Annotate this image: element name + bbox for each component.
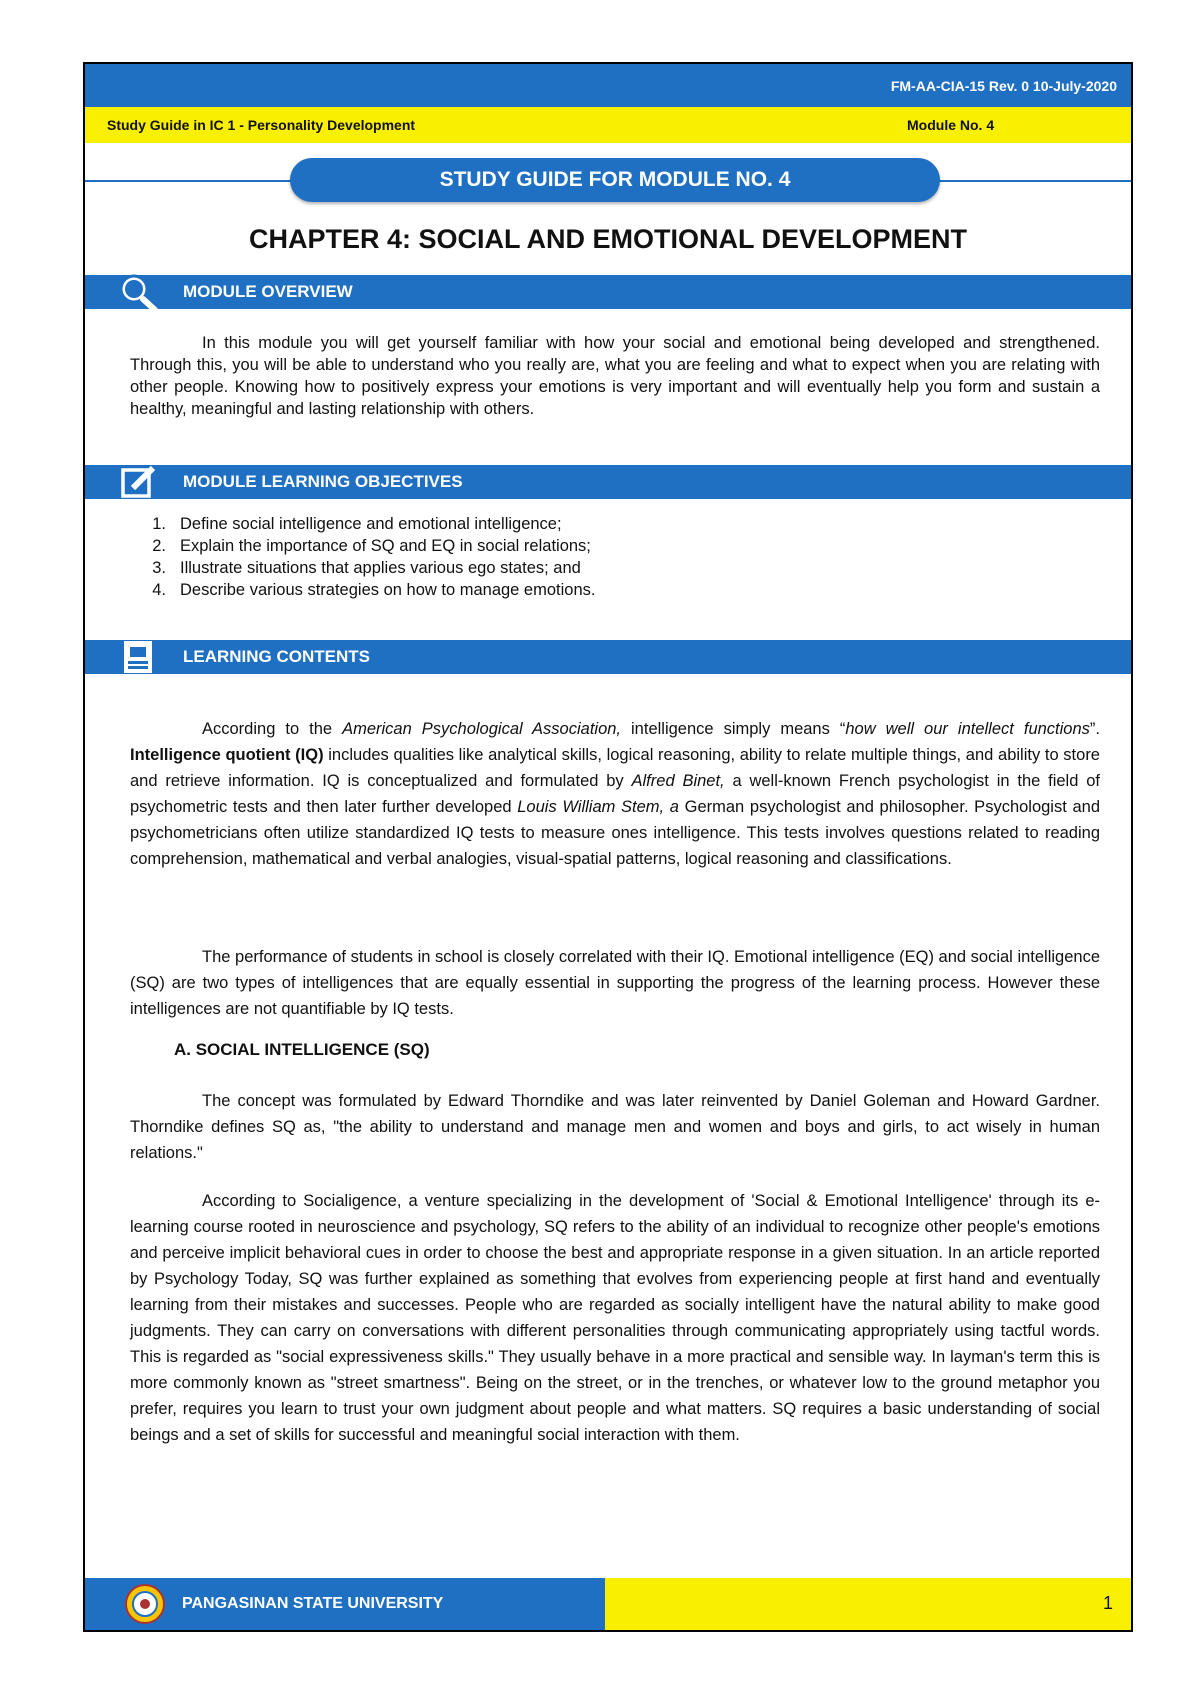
header-subbar — [85, 107, 1131, 143]
objectives-list — [130, 513, 1090, 601]
contents-paragraph-1: According to the American Psychological Association, intelligence simply means “how well our intellect functions”. Intelligence quotient (IQ) includes qualities like analytical skills, logical reasoning, ability to relate multiple things, and ability to store and retrieve information. IQ is conceptualized and formulated by Alfred Binet, a well-known French psychologist in the field of psychometric tests and then later further developed Louis William Stem, a German psychologist and philosopher. Psychologist and psychometricians often utilize standardized IQ tests to measure ones intelligence. This tests involves questions related to reading comprehension, mathematical and verbal analogies, visual-spatial patterns, logical reasoning and classifications. — [130, 720, 1100, 868]
section-contents-title: LEARNING CONTENTS — [183, 647, 370, 666]
pencil-edit-icon — [117, 462, 159, 502]
list-item: 2. Explain the importance of SQ and EQ in social relations; — [152, 537, 591, 555]
study-guide-banner: STUDY GUIDE FOR MODULE NO. 4 — [290, 158, 940, 202]
section-overview-header — [85, 275, 1131, 309]
document-icon — [117, 637, 159, 677]
footer-page-area — [605, 1578, 1131, 1630]
list-item: 3. Illustrate situations that applies various ego states; and — [152, 559, 581, 577]
university-name: PANGASINAN STATE UNIVERSITY — [182, 1595, 444, 1612]
subheading-social-intelligence: A. SOCIAL INTELLIGENCE (SQ) — [174, 1040, 430, 1059]
header-bar — [85, 64, 1131, 107]
list-item: 4. Describe various strategies on how to manage emotions. — [152, 581, 596, 599]
footer-bar — [85, 1578, 605, 1630]
contents-paragraph-2: The performance of students in school is closely correlated with their IQ. Emotional intelligence (EQ) and social intelligence (SQ) are two types of intelligences that are equally essential in supporting the progress of the learning process. However these intelligences are not quantifiable by IQ tests. — [130, 948, 1100, 1018]
overview-paragraph: In this module you will get yourself familiar with how your social and emotional being developed and strengthened. Through this, you will be able to understand who you really are, what you are feeling and what to expect when you are relating with other people. Knowing how to positively express your emotions is very important and will eventually help you form and sustain a healthy, meaningful and lasting relationship with others. — [130, 334, 1100, 418]
guide-title: Study Guide in IC 1 - Personality Development — [107, 117, 416, 133]
page-number: 1 — [1102, 1593, 1113, 1613]
section-objectives-header — [85, 465, 1131, 499]
form-code: FM-AA-CIA-15 Rev. 0 10-July-2020 — [890, 78, 1117, 94]
chapter-title: CHAPTER 4: SOCIAL AND EMOTIONAL DEVELOPMENT — [248, 224, 968, 254]
section-overview-title: MODULE OVERVIEW — [183, 282, 353, 301]
university-seal-icon — [125, 1584, 165, 1624]
contents-paragraph-3: The concept was formulated by Edward Thorndike and was later reinvented by Daniel Goleman and Howard Gardner. Thorndike defines SQ as, "the ability to understand and manage men and women and boys and girls, to act wisely in human relations." — [130, 1092, 1100, 1162]
section-contents-header — [85, 640, 1131, 674]
list-item: 1. Define social intelligence and emotional intelligence; — [152, 515, 562, 533]
contents-paragraph-4: According to Socialigence, a venture specializing in the development of 'Social & Emotional Intelligence' through its e-learning course rooted in neuroscience and psychology, SQ refers to the ability of an individual to recognize other people's emotions and perceive implicit behavioral cues in order to choose the best and appropriate response in a given situation. In an article reported by Psychology Today, SQ was further explained as something that evolves from experiencing people at first hand and eventually learning from their mistakes and successes. People who are regarded as socially intelligent have the natural ability to make good judgments. They can carry on conversations with different personalities through communicating appropriately using tactful words. This is regarded as "social expressiveness skills." They usually behave in a more practical and sensible way. In layman's term this is more commonly known as "street smartness". Being on the street, or in the trenches, or whatever low to the ground metaphor you prefer, requires you learn to trust your own judgment about people and what matters. SQ requires a basic understanding of social beings and a set of skills for successful and meaningful social interaction with them. — [130, 1192, 1100, 1444]
section-objectives-title: MODULE LEARNING OBJECTIVES — [183, 472, 463, 491]
magnifier-icon — [117, 272, 159, 312]
module-number: Module No. 4 — [907, 117, 995, 133]
